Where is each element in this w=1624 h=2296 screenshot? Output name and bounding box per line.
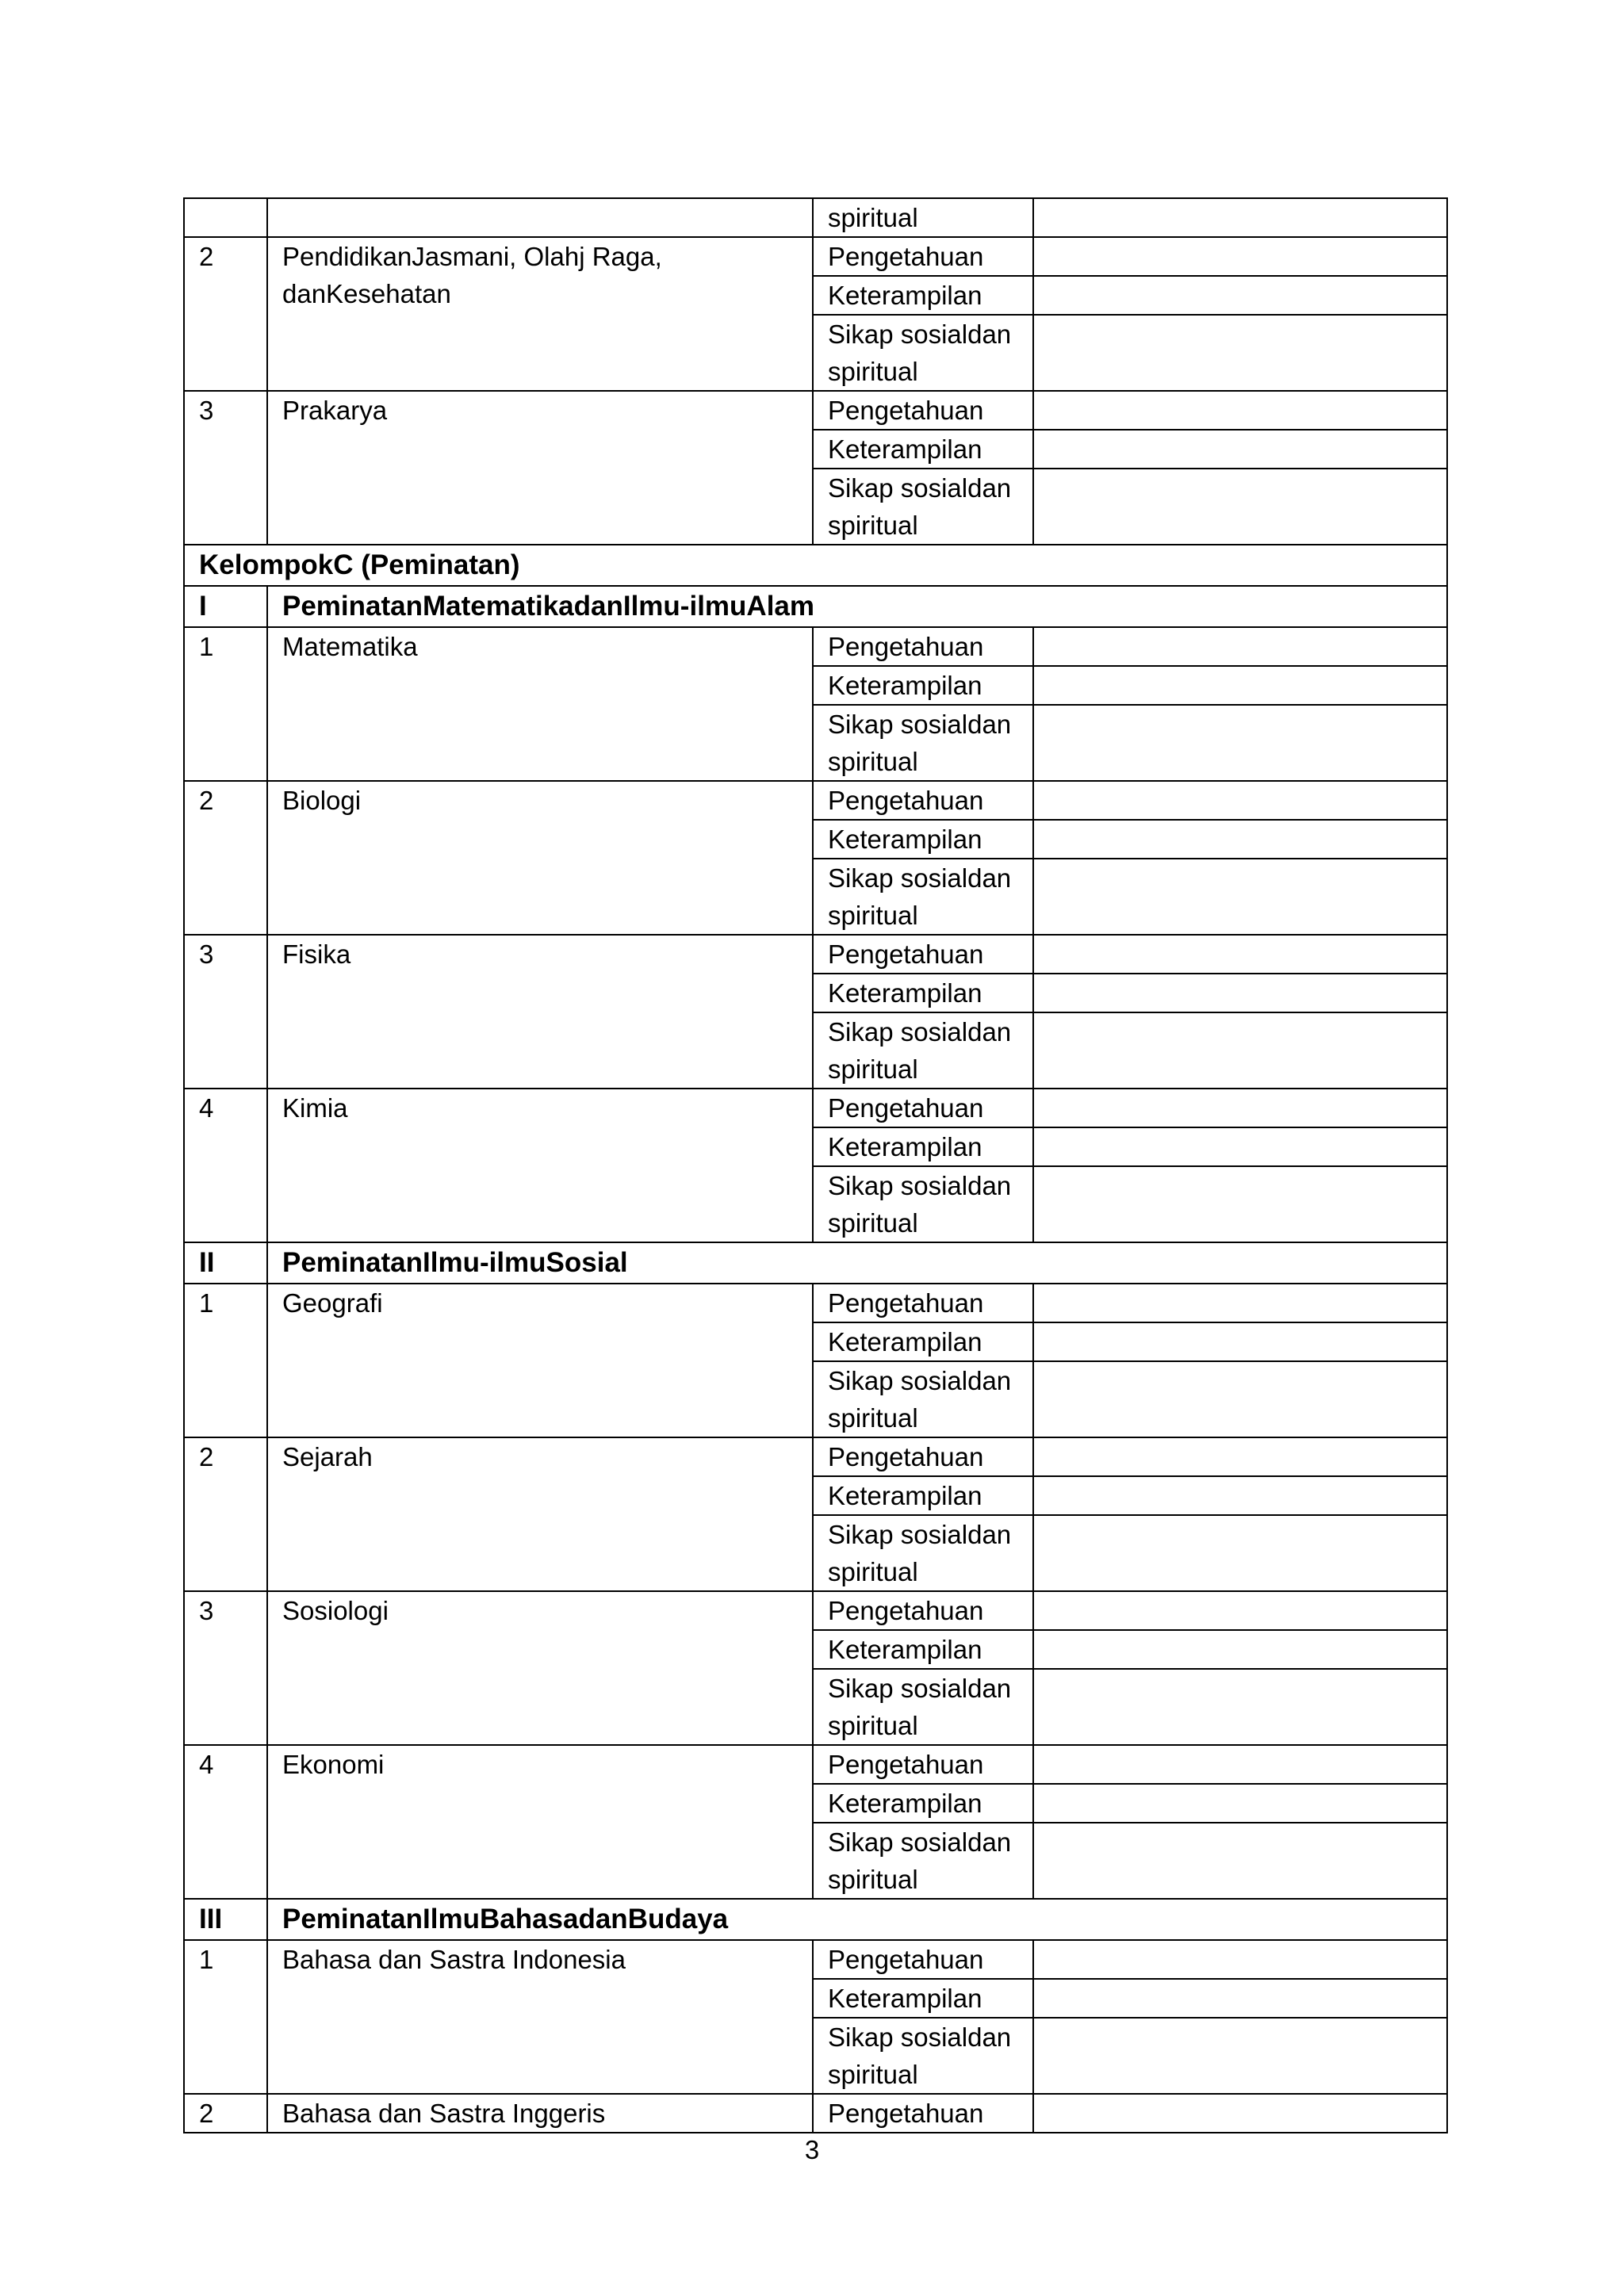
aspect-cell: Keterampilan [813, 1784, 1033, 1823]
subject-number: 2 [184, 1437, 267, 1591]
number-cell [184, 198, 267, 237]
aspect-cell: Sikap sosialdan spiritual [813, 859, 1033, 935]
table-row [184, 1284, 1447, 1322]
group-title: PeminatanIlmuBahasadanBudaya [267, 1899, 1447, 1940]
group-numeral: III [184, 1899, 267, 1940]
grade-cell [1033, 2094, 1447, 2133]
aspect-cell: Keterampilan [813, 1476, 1033, 1515]
aspect-cell: Sikap sosialdan spiritual [813, 1823, 1033, 1899]
grade-cell [1033, 469, 1447, 545]
table-row [184, 1745, 1447, 1784]
aspect-cell: Pengetahuan [813, 237, 1033, 276]
subject-number: 2 [184, 237, 267, 391]
section-heading-row [184, 545, 1447, 586]
table-row [184, 237, 1447, 276]
aspect-cell: Sikap sosialdan spiritual [813, 1515, 1033, 1591]
aspect-cell: Sikap sosialdan spiritual [813, 1669, 1033, 1745]
aspect-cell: spiritual [813, 198, 1033, 237]
subject-name: Matematika [267, 627, 813, 781]
aspect-cell: Sikap sosialdan spiritual [813, 469, 1033, 545]
subject-number: 1 [184, 627, 267, 781]
grade-cell [1033, 974, 1447, 1012]
subject-number: 3 [184, 391, 267, 545]
table-row [184, 781, 1447, 820]
grade-cell [1033, 1745, 1447, 1784]
grade-cell [1033, 705, 1447, 781]
aspect-cell: Pengetahuan [813, 935, 1033, 974]
aspect-cell: Keterampilan [813, 1127, 1033, 1166]
table-row [184, 627, 1447, 666]
aspect-cell: Keterampilan [813, 1979, 1033, 2018]
group-numeral: II [184, 1242, 267, 1284]
grade-cell [1033, 781, 1447, 820]
group-heading-row [184, 1899, 1447, 1940]
aspect-cell: Pengetahuan [813, 1940, 1033, 1979]
subject-number: 3 [184, 935, 267, 1089]
subject-number: 4 [184, 1089, 267, 1242]
table-row [184, 198, 1447, 237]
subject-number: 4 [184, 1745, 267, 1899]
grade-cell [1033, 391, 1447, 430]
subject-name: Kimia [267, 1089, 813, 1242]
grade-cell [1033, 1823, 1447, 1899]
grade-cell [1033, 627, 1447, 666]
grade-cell [1033, 859, 1447, 935]
grade-cell [1033, 315, 1447, 391]
aspect-cell: Pengetahuan [813, 1591, 1033, 1630]
subject-number: 2 [184, 2094, 267, 2133]
grade-cell [1033, 1591, 1447, 1630]
group-heading-row [184, 1242, 1447, 1284]
subject-name: Bahasa dan Sastra Inggeris [267, 2094, 813, 2133]
subject-name: Fisika [267, 935, 813, 1089]
aspect-cell: Sikap sosialdan spiritual [813, 1361, 1033, 1437]
subject-name: Geografi [267, 1284, 813, 1437]
table-row [184, 1940, 1447, 1979]
table-row [184, 1089, 1447, 1127]
grade-cell [1033, 1515, 1447, 1591]
aspect-cell: Pengetahuan [813, 627, 1033, 666]
grade-cell [1033, 237, 1447, 276]
page-number: 3 [804, 2135, 820, 2164]
table-row [184, 2094, 1447, 2133]
aspect-cell: Keterampilan [813, 430, 1033, 469]
aspect-cell: Keterampilan [813, 666, 1033, 705]
subject-name: Prakarya [267, 391, 813, 545]
aspect-cell: Sikap sosialdan spiritual [813, 1166, 1033, 1242]
aspect-cell: Keterampilan [813, 820, 1033, 859]
aspect-cell: Pengetahuan [813, 781, 1033, 820]
group-heading-row [184, 586, 1447, 627]
grade-cell [1033, 935, 1447, 974]
table-row [184, 1437, 1447, 1476]
grade-cell [1033, 430, 1447, 469]
subject-name: Biologi [267, 781, 813, 935]
group-title: PeminatanMatematikadanIlmu-ilmuAlam [267, 586, 1447, 627]
subject-number: 1 [184, 1284, 267, 1437]
aspect-cell: Sikap sosialdan spiritual [813, 1012, 1033, 1089]
aspect-cell: Sikap sosialdan spiritual [813, 705, 1033, 781]
subject-name: Sosiologi [267, 1591, 813, 1745]
aspect-cell: Pengetahuan [813, 1284, 1033, 1322]
grade-cell [1033, 1322, 1447, 1361]
subject-name: Sejarah [267, 1437, 813, 1591]
grade-cell [1033, 1437, 1447, 1476]
grade-cell [1033, 1669, 1447, 1745]
group-title: PeminatanIlmu-ilmuSosial [267, 1242, 1447, 1284]
aspect-cell: Keterampilan [813, 1322, 1033, 1361]
grade-cell [1033, 1089, 1447, 1127]
grade-cell [1033, 1940, 1447, 1979]
aspect-cell: Keterampilan [813, 974, 1033, 1012]
grade-cell [1033, 276, 1447, 315]
grade-cell [1033, 1979, 1447, 2018]
subject-name: Ekonomi [267, 1745, 813, 1899]
subject-name: PendidikanJasmani, Olahj Raga, danKesehatan [267, 237, 813, 391]
aspect-cell: Pengetahuan [813, 391, 1033, 430]
aspect-cell: Sikap sosialdan spiritual [813, 315, 1033, 391]
subject-number: 3 [184, 1591, 267, 1745]
grade-cell [1033, 2018, 1447, 2094]
aspect-cell: Pengetahuan [813, 1437, 1033, 1476]
grade-cell [1033, 1012, 1447, 1089]
section-heading: KelompokC (Peminatan) [184, 545, 1447, 586]
grade-cell [1033, 666, 1447, 705]
grades-table [183, 197, 1448, 2133]
group-numeral: I [184, 586, 267, 627]
subject-name: Bahasa dan Sastra Indonesia [267, 1940, 813, 2094]
table-row [184, 935, 1447, 974]
grade-cell [1033, 1361, 1447, 1437]
aspect-cell: Sikap sosialdan spiritual [813, 2018, 1033, 2094]
subject-number: 1 [184, 1940, 267, 2094]
aspect-cell: Keterampilan [813, 1630, 1033, 1669]
grade-cell [1033, 820, 1447, 859]
aspect-cell: Keterampilan [813, 276, 1033, 315]
subject-number: 2 [184, 781, 267, 935]
table-row [184, 391, 1447, 430]
table-row [184, 1591, 1447, 1630]
grade-cell [1033, 1127, 1447, 1166]
grade-cell [1033, 1166, 1447, 1242]
grade-cell [1033, 198, 1447, 237]
aspect-cell: Pengetahuan [813, 1089, 1033, 1127]
grades-table-body [184, 198, 1447, 2133]
grade-cell [1033, 1284, 1447, 1322]
grade-cell [1033, 1476, 1447, 1515]
grade-cell [1033, 1630, 1447, 1669]
aspect-cell: Pengetahuan [813, 2094, 1033, 2133]
aspect-cell: Pengetahuan [813, 1745, 1033, 1784]
grade-cell [1033, 1784, 1447, 1823]
subject-cell [267, 198, 813, 237]
